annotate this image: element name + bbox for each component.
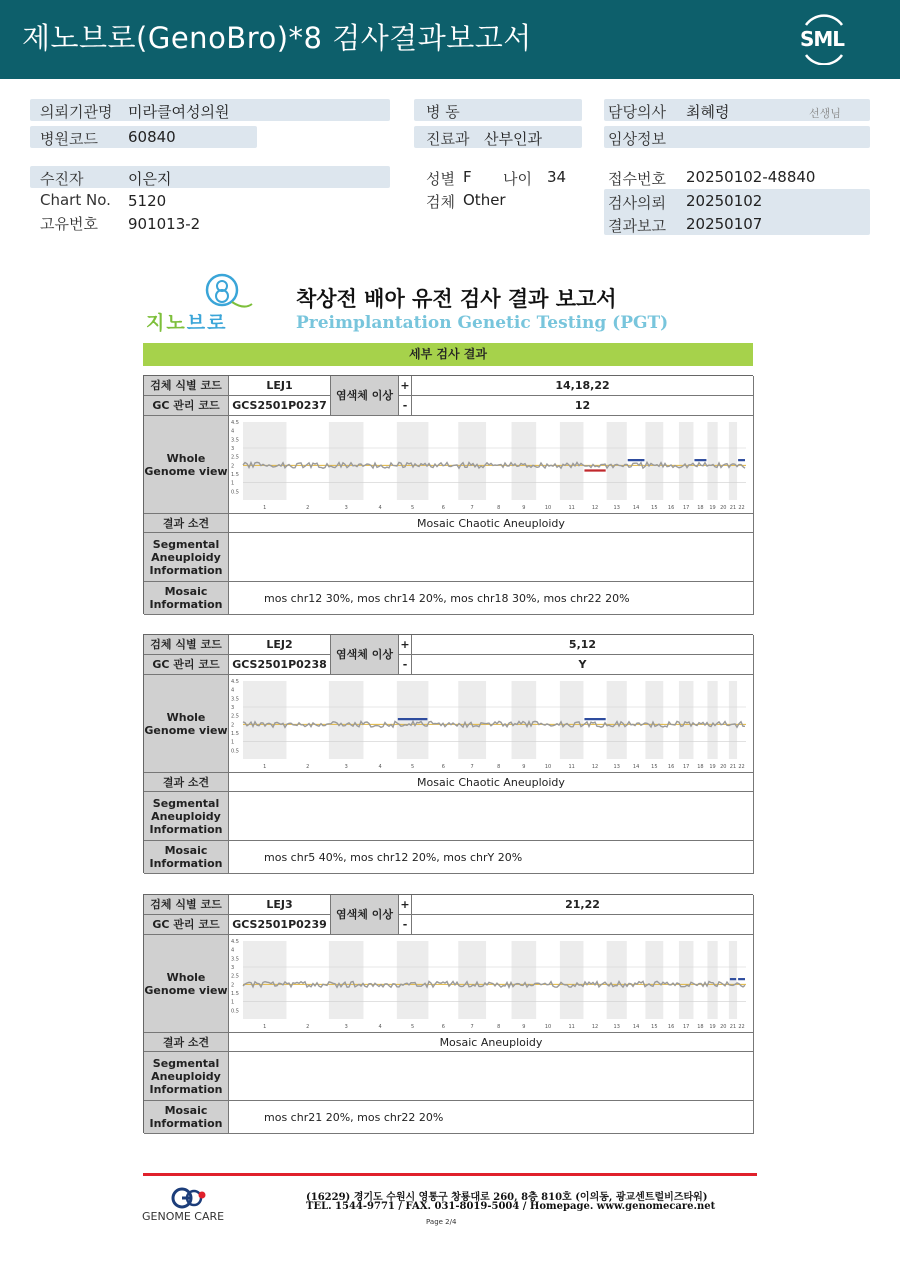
age-value: 34 <box>547 168 567 186</box>
y-tick-label: 4 <box>231 947 235 954</box>
segmental-value <box>229 792 754 841</box>
genome-plot-svg <box>229 416 752 512</box>
request-label: 검사의뢰 <box>608 194 666 212</box>
chromosome-band <box>512 422 537 500</box>
whole-genome-plot <box>229 675 754 773</box>
y-tick-label: 1 <box>231 480 235 487</box>
segmental-label: Segmental Aneuploidy Information <box>144 792 229 841</box>
x-tick-label: 5 <box>411 1024 415 1030</box>
gc-code-value: GCS2501P0238 <box>229 655 331 675</box>
request-value: 20250102 <box>686 192 763 210</box>
y-tick-label: 1.5 <box>231 472 239 478</box>
doctor-suffix: 선생님 <box>809 107 841 120</box>
x-tick-label: 9 <box>522 764 526 770</box>
x-tick-label: 15 <box>651 764 658 770</box>
x-tick-label: 13 <box>613 764 620 770</box>
genome-care-name: GENOME CARE <box>142 1210 225 1223</box>
y-tick-label: 3.5 <box>231 696 239 703</box>
chromosome-band <box>397 941 429 1019</box>
x-tick-label: 21 <box>729 505 737 511</box>
x-tick-label: 22 <box>738 505 745 511</box>
x-tick-label: 10 <box>544 1024 552 1030</box>
x-tick-label: 16 <box>667 1024 675 1030</box>
x-tick-label: 3 <box>344 1024 348 1030</box>
clinical-label: 임상정보 <box>608 130 666 148</box>
x-tick-label: 1 <box>263 764 267 770</box>
dept-label: 진료과 <box>426 130 470 148</box>
x-tick-label: 6 <box>441 764 445 770</box>
x-tick-label: 11 <box>568 505 575 511</box>
report-title-ko: 착상전 배아 유전 검사 결과 보고서 <box>296 287 617 311</box>
x-tick-label: 5 <box>411 764 415 770</box>
abnormality-label: 염색체 이상 <box>331 376 399 416</box>
x-tick-label: 18 <box>697 1024 704 1030</box>
mosaic-label: Mosaic Information <box>144 841 229 874</box>
sample-block <box>143 894 753 1133</box>
y-tick-label: 1 <box>231 999 235 1006</box>
chromosome-band <box>458 422 486 500</box>
y-tick-label: 2 <box>231 982 235 989</box>
report-title: 제노브로(GenoBro)*8 검사결과보고서 <box>22 21 532 55</box>
page-number: Page 2/4 <box>426 1218 457 1226</box>
chromosome-band <box>560 941 584 1019</box>
chromosome-band <box>729 681 737 759</box>
unique-value: 901013-2 <box>128 215 201 233</box>
chromosome-band <box>679 941 693 1019</box>
x-tick-label: 6 <box>441 505 445 511</box>
x-tick-label: 2 <box>306 764 310 770</box>
reception-value: 20250102-48840 <box>686 168 816 186</box>
chromosome-band <box>645 941 663 1019</box>
age-label: 나이 <box>503 170 532 188</box>
gain-chromosomes: 21,22 <box>412 895 754 915</box>
x-tick-label: 8 <box>497 1024 501 1030</box>
hospital-code-value: 60840 <box>128 128 176 146</box>
plus-sign: + <box>399 635 412 655</box>
result-value: Mosaic Chaotic Aneuploidy <box>229 773 754 792</box>
x-tick-label: 10 <box>544 505 552 511</box>
abnormality-label: 염색체 이상 <box>331 895 399 935</box>
patient-label: 수진자 <box>40 170 84 188</box>
report-date-value: 20250107 <box>686 215 763 233</box>
x-tick-label: 8 <box>497 764 501 770</box>
sample-block <box>143 634 753 873</box>
x-tick-label: 19 <box>709 505 716 511</box>
gain-chromosomes: 5,12 <box>412 635 754 655</box>
y-tick-label: 1.5 <box>231 731 239 737</box>
copy-number-trace <box>243 981 745 987</box>
sample-code-label: 검체 식별 코드 <box>144 376 229 396</box>
y-tick-label: 1 <box>231 739 235 746</box>
mosaic-label: Mosaic Information <box>144 582 229 615</box>
x-tick-label: 11 <box>568 764 575 770</box>
x-tick-label: 17 <box>683 505 690 511</box>
result-value: Mosaic Aneuploidy <box>229 1033 754 1052</box>
gain-chromosomes: 14,18,22 <box>412 376 754 396</box>
genome-plot-svg <box>229 675 752 771</box>
sample-block <box>143 375 753 614</box>
result-label: 결과 소견 <box>144 1033 229 1052</box>
y-tick-label: 0.5 <box>231 1008 239 1015</box>
chromosome-band <box>243 941 286 1019</box>
chromosome-band <box>512 681 537 759</box>
footer-divider <box>143 1173 757 1176</box>
x-tick-label: 3 <box>344 764 348 770</box>
abnormality-label: 염색체 이상 <box>331 635 399 675</box>
x-tick-label: 6 <box>441 1024 445 1030</box>
x-tick-label: 18 <box>697 764 704 770</box>
y-tick-label: 4 <box>231 428 235 435</box>
x-tick-label: 3 <box>344 505 348 511</box>
chromosome-band <box>329 422 364 500</box>
y-tick-label: 2 <box>231 722 235 729</box>
chromosome-band <box>679 422 693 500</box>
whole-genome-label: Whole Genome view <box>144 416 229 514</box>
result-label: 결과 소견 <box>144 514 229 533</box>
genome-plot-svg <box>229 935 752 1031</box>
x-tick-label: 12 <box>591 1024 599 1030</box>
y-tick-label: 4.5 <box>231 679 239 685</box>
x-tick-label: 17 <box>683 1024 690 1030</box>
x-tick-label: 4 <box>378 1024 382 1030</box>
x-tick-label: 17 <box>683 764 690 770</box>
chart-label: Chart No. <box>40 191 111 209</box>
y-tick-label: 3 <box>231 965 235 971</box>
chromosome-band <box>329 941 364 1019</box>
y-tick-label: 4.5 <box>231 420 239 426</box>
sample-code-value: LEJ2 <box>229 635 331 655</box>
x-tick-label: 16 <box>667 505 675 511</box>
x-tick-label: 1 <box>263 1024 267 1030</box>
mosaic-value: mos chr21 20%, mos chr22 20% <box>229 1101 754 1134</box>
x-tick-label: 20 <box>720 764 727 770</box>
chromosome-band <box>707 422 717 500</box>
x-tick-label: 15 <box>651 505 658 511</box>
doctor-label: 담당의사 <box>608 103 666 121</box>
y-tick-label: 0.5 <box>231 748 239 755</box>
loss-chromosomes: Y <box>412 655 754 675</box>
minus-sign: - <box>399 396 412 416</box>
unique-label: 고유번호 <box>40 215 98 233</box>
y-tick-label: 3 <box>231 705 235 711</box>
x-tick-label: 13 <box>613 505 620 511</box>
chromosome-band <box>458 941 486 1019</box>
footer-address: (16229) 경기도 수원시 영통구 창룡대로 260, 8층 810호 (이의동, 광교센트럴비즈타워) <box>306 1192 708 1203</box>
report-date-label: 결과보고 <box>608 217 666 235</box>
x-tick-label: 14 <box>632 764 640 770</box>
x-tick-label: 20 <box>720 1024 727 1030</box>
result-value: Mosaic Chaotic Aneuploidy <box>229 514 754 533</box>
y-tick-label: 1.5 <box>231 991 239 997</box>
institution-label: 의뢰기관명 <box>40 103 113 121</box>
x-tick-label: 20 <box>720 505 727 511</box>
mosaic-value: mos chr12 30%, mos chr14 20%, mos chr18 30%, mos chr22 20% <box>229 582 754 615</box>
x-tick-label: 1 <box>263 505 267 511</box>
x-tick-label: 7 <box>470 505 474 511</box>
gc-code-value: GCS2501P0239 <box>229 915 331 935</box>
whole-genome-label: Whole Genome view <box>144 675 229 773</box>
chromosome-band <box>458 681 486 759</box>
y-tick-label: 2 <box>231 463 235 470</box>
x-tick-label: 2 <box>306 505 310 511</box>
sample-code-label: 검체 식별 코드 <box>144 895 229 915</box>
result-label: 결과 소견 <box>144 773 229 792</box>
x-tick-label: 12 <box>591 505 599 511</box>
chromosome-band <box>679 681 693 759</box>
specimen-label: 검체 <box>426 193 455 211</box>
x-tick-label: 13 <box>613 1024 620 1030</box>
chromosome-band <box>607 422 627 500</box>
chromosome-band <box>607 941 627 1019</box>
minus-sign: - <box>399 915 412 935</box>
segmental-value <box>229 533 754 582</box>
minus-sign: - <box>399 655 412 675</box>
x-tick-label: 21 <box>729 764 737 770</box>
sml-logo <box>796 13 852 65</box>
footer-contact: TEL. 1544-9771 / FAX. 031-8019-5004 / Homepage. www.genomecare.net <box>306 1201 716 1212</box>
whole-genome-plot <box>229 935 754 1033</box>
whole-genome-label: Whole Genome view <box>144 935 229 1033</box>
chromosome-band <box>645 681 663 759</box>
segmental-label: Segmental Aneuploidy Information <box>144 1052 229 1101</box>
x-tick-label: 9 <box>522 505 526 511</box>
genobro-logo-text-b: 브로 <box>186 312 228 334</box>
x-tick-label: 14 <box>632 505 640 511</box>
x-tick-label: 4 <box>378 764 382 770</box>
chromosome-band <box>707 941 717 1019</box>
plus-sign: + <box>399 895 412 915</box>
sml-logo-text: SML <box>800 27 845 51</box>
sample-code-value: LEJ1 <box>229 376 331 396</box>
sample-code-label: 검체 식별 코드 <box>144 635 229 655</box>
x-tick-label: 2 <box>306 1024 310 1030</box>
x-tick-label: 10 <box>544 764 552 770</box>
ward-label: 병 동 <box>426 103 460 121</box>
x-tick-label: 7 <box>470 764 474 770</box>
x-tick-label: 14 <box>632 1024 640 1030</box>
sex-value: F <box>463 168 472 186</box>
chromosome-band <box>243 681 286 759</box>
y-tick-label: 2.5 <box>231 454 239 461</box>
x-tick-label: 19 <box>709 1024 716 1030</box>
x-tick-label: 12 <box>591 764 599 770</box>
loss-chromosomes <box>412 915 754 935</box>
x-tick-label: 11 <box>568 1024 575 1030</box>
gc-code-value: GCS2501P0237 <box>229 396 331 416</box>
mosaic-value: mos chr5 40%, mos chr12 20%, mos chrY 20% <box>229 841 754 874</box>
section-title: 세부 검사 결과 <box>143 343 753 366</box>
report-title-en: Preimplantation Genetic Testing (PGT) <box>296 313 669 333</box>
chart-value: 5120 <box>128 192 167 210</box>
chromosome-band <box>560 422 584 500</box>
chromosome-band <box>329 681 364 759</box>
chromosome-band <box>512 941 537 1019</box>
reception-label: 접수번호 <box>608 170 666 188</box>
y-tick-label: 3.5 <box>231 956 239 963</box>
institution-value: 미라클여성의원 <box>128 103 230 121</box>
genobro-logo <box>144 272 254 332</box>
x-tick-label: 4 <box>378 505 382 511</box>
x-tick-label: 8 <box>497 505 501 511</box>
x-tick-label: 5 <box>411 505 415 511</box>
x-tick-label: 9 <box>522 1024 526 1030</box>
y-tick-label: 2.5 <box>231 973 239 980</box>
y-tick-label: 2.5 <box>231 713 239 720</box>
specimen-value: Other <box>463 191 506 209</box>
loss-chromosomes: 12 <box>412 396 754 416</box>
patient-band <box>30 166 390 188</box>
genobro-logo-text-a: 지노 <box>146 312 187 334</box>
chromosome-band <box>645 422 663 500</box>
x-tick-label: 15 <box>651 1024 658 1030</box>
x-tick-label: 21 <box>729 1024 737 1030</box>
header-bar <box>0 0 900 79</box>
x-tick-label: 22 <box>738 764 745 770</box>
dept-value: 산부인과 <box>484 130 542 148</box>
whole-genome-plot <box>229 416 754 514</box>
x-tick-label: 22 <box>738 1024 745 1030</box>
chromosome-band <box>397 422 429 500</box>
chromosome-band <box>243 422 286 500</box>
y-tick-label: 4.5 <box>231 939 239 945</box>
copy-number-trace <box>243 462 745 468</box>
chromosome-band <box>707 681 717 759</box>
x-tick-label: 16 <box>667 764 675 770</box>
chromosome-band <box>560 681 584 759</box>
x-tick-label: 7 <box>470 1024 474 1030</box>
segmental-label: Segmental Aneuploidy Information <box>144 533 229 582</box>
gc-code-label: GC 관리 코드 <box>144 655 229 675</box>
x-tick-label: 19 <box>709 764 716 770</box>
y-tick-label: 0.5 <box>231 489 239 496</box>
mosaic-label: Mosaic Information <box>144 1101 229 1134</box>
sex-label: 성별 <box>426 170 455 188</box>
patient-name: 이은지 <box>128 170 172 188</box>
hospital-code-label: 병원코드 <box>40 130 98 148</box>
y-tick-label: 3 <box>231 446 235 452</box>
chromosome-band <box>607 681 627 759</box>
chromosome-band <box>729 422 737 500</box>
segmental-value <box>229 1052 754 1101</box>
y-tick-label: 4 <box>231 687 235 694</box>
genome-care-logo <box>142 1186 242 1226</box>
doctor-value: 최혜령 <box>686 103 730 121</box>
sample-code-value: LEJ3 <box>229 895 331 915</box>
plus-sign: + <box>399 376 412 396</box>
gc-code-label: GC 관리 코드 <box>144 396 229 416</box>
x-tick-label: 18 <box>697 505 704 511</box>
gc-code-label: GC 관리 코드 <box>144 915 229 935</box>
y-tick-label: 3.5 <box>231 437 239 444</box>
